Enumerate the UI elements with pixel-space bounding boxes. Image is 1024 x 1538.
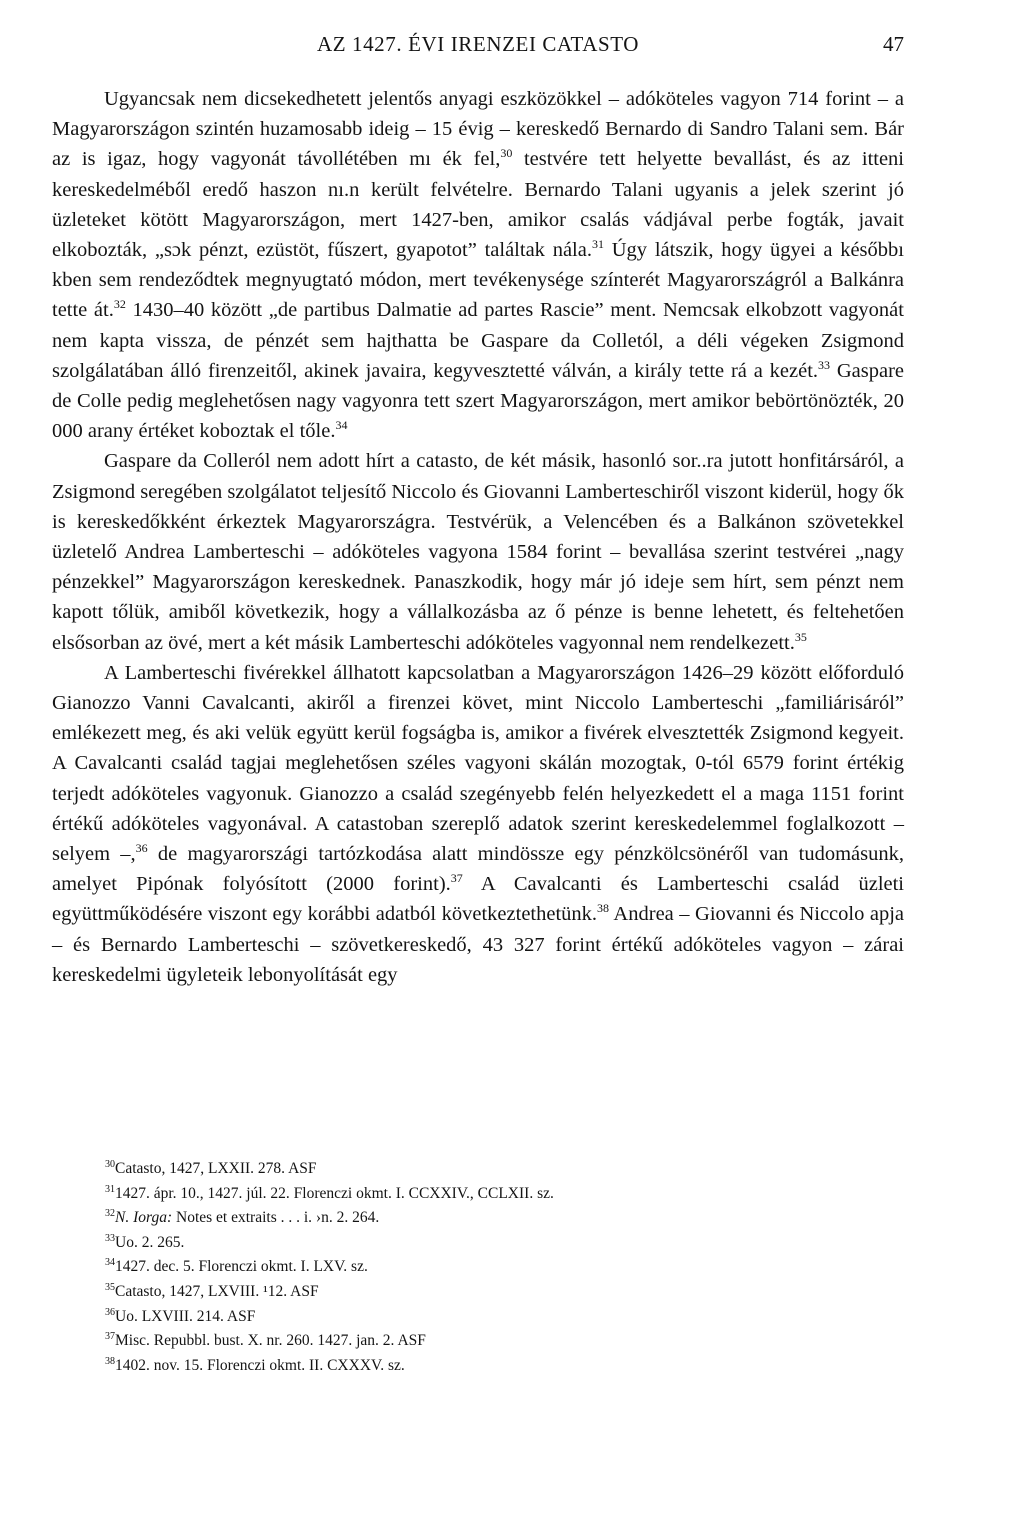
footnote-ref: 36 [135,841,148,856]
text-run: 1427. dec. 5. Florenczi okmt. I. LXV. sz. [115,1258,368,1276]
text-run: 1430–40 között „de partibus Dalmatie ad partes Rascie” ment. Nemcsak elkobzott vagyonát nem kapta vissza, de pénzét sem hajthatta be Gaspare da Colletól, a déli végeken Zsigmond szolgálatában álló firenzeitől, akinek javaira, kegyvesztetté válván, a király tette rá a kezét. [52,299,904,382]
footnote-ref: 33 [818,358,831,372]
text-run: Uo. LXVIII. 214. ASF [115,1307,256,1325]
text-run: Gaspare de Colle pedig meglehetősen nagy vagyonra tett szert Magyarországon, mert amikor bebörtönözték, 20 000 arany értéket koboztak el tőle. [52,359,905,443]
footnote [105,1329,865,1354]
footnote-ref: 38 [597,901,610,916]
footnote-number: 37 [105,1331,115,1342]
footnote-ref: 35 [794,629,807,644]
text-run: Uo. 2. 265. [115,1233,185,1251]
paragraph [52,84,904,446]
text-run: 1402. nov. 15. Florenczi okmt. II. CXXXV. sz. [115,1356,405,1374]
footnote [105,1280,865,1305]
footnote [105,1354,865,1379]
footnote [105,1182,865,1207]
footnote-ref: 32 [113,297,126,312]
footnote [105,1157,865,1182]
paragraph [52,446,904,657]
text-run: A Cavalcanti és Lamberteschi család üzleti együttműködésére viszont egy korábbi adatból következtethetünk. [52,873,905,926]
footnote-number: 30 [105,1158,115,1170]
footnote [105,1206,865,1231]
running-header [52,32,904,62]
author-name: N. Iorga: [115,1209,173,1227]
footnote-number: 33 [105,1232,115,1244]
footnote-number: 35 [105,1281,115,1293]
text-run: Catasto, 1427, LXVIII. ¹12. ASF [115,1282,319,1300]
footnote-ref: 34 [335,418,348,433]
footnote [105,1231,865,1256]
body-text [52,84,904,990]
footnote-number: 34 [105,1257,115,1269]
footnotes [105,1157,865,1378]
footnote-ref: 31 [591,237,604,252]
text-run: A Lamberteschi fivérekkel állhatott kapcsolatban a Magyarországon 1426–29 között előforduló Gianozzo Vanni Cavalcanti, akiről a firenzei követ, mint Niccolo Lamberteschi „familiárisáról” emlékezett meg, és aki velük együtt kerül fogságba is, amikor a fivérek elvesztették Zsigmond kegyeit. A Cavalcanti család tagjai meglehetősen széles vagyoni skálán mozogtak, 0-tól 6579 forint értékig terjedt adóköteles vagyonuk. Gianozzo a család szegényebb felén helyezkedett el a maga 1151 forint értékű adóköteles vagyonával. A catastoban szereplő adatok szerint kereskedelemmel foglalkozott – selyem –, [52,661,904,866]
text-run: Úgy látszik, hogy ügyei a későbbı kben sem rendeződtek megnyugtató módon, mert tevékenysége színterét Magyarországról a Balkánra tette át. [52,239,904,322]
footnote-number: 36 [105,1306,115,1318]
footnote-ref: 37 [450,871,463,886]
text-run: Misc. Repubbl. bust. X. nr. 260. 1427. jan. 2. ASF [115,1332,426,1350]
paragraph [52,658,904,990]
text-run: Catasto, 1427, LXXII. 278. ASF [115,1160,317,1177]
text-run: Andrea – Giovanni és Niccolo apja – és Bernardo Lamberteschi – szövetkereskedő, 43 327 forint értékű adóköteles vagyon – zárai kereskedelmi ügyleteik lebonyolítását egy [52,903,904,986]
running-title: AZ 1427. ÉVI IRENZEI CATASTO [316,32,640,56]
footnote [105,1255,865,1280]
footnote-number: 32 [105,1208,115,1220]
footnote-number: 31 [105,1183,115,1195]
text-run: testvére tett helyette bevallást, és az itteni kereskedelméből eredő haszon nı.n került felvételre. Bernardo Talani ugyanis a jelek szerint jó üzleteket kötött Magyarországon, mert 1427-ben, amikor csalás vádjával perbe fogták, javait elkobozták, „sɔk pénzt, ezüstöt, fűszert, gyapotot” találtak nála. [52,148,905,262]
footnote-number: 38 [105,1355,115,1367]
page-number: 47 [883,32,904,56]
text-run: Notes et extraits . . . i. ›n. 2. 264. [172,1209,380,1227]
text-run: de magyarországi tartózkodása alatt mindössze egy pénzkölcsönéről van tudomásunk, amelyet Pipónak folyósított (2000 forint). [52,843,904,896]
text-run: Ugyancsak nem dicsekedhetett jelentős anyagi eszközökkel – adóköteles vagyon 714 forint – a Magyarországon szintén huzamosabb ideig – 15 évig – kereskedő Bernardo di Sandro Talani sem. Bár az is igaz, hogy vagyonát távollétében mı ék fel, [52,88,904,171]
text-run: Gaspare da Colleról nem adott hírt a catasto, de két másik, hasonló sor..ra jutott honfitársáról, a Zsigmond seregében szolgálatot teljesítő Niccolo és Giovanni Lamberteschiről viszont kiderül, hogy ők is kereskedőkként érkeztek Magyarországra. Testvérük, a Velencében és a Balkánon szövetekkel üzletelő Andrea Lamberteschi – adóköteles vagyona 1584 forint – bevallása szerint testvérei „nagy pénzekkel” Magyarországon kereskednek. Panaszkodik, hogy már jó ideje sem hírt, sem pénzt nem kapott tőlük, amiből következik, hogy a vállalkozásba az ő pénze is benne lehetett, és feltehetően elsősorban az övé, mert a két másik Lamberteschi adóköteles vagyonnal nem rendelkezett. [52,450,904,654]
footnote-ref: 30 [500,146,513,161]
footnote [105,1305,865,1330]
text-run: 1427. ápr. 10., 1427. júl. 22. Florenczi okmt. I. CCXXIV., CCLXII. sz. [115,1184,554,1202]
